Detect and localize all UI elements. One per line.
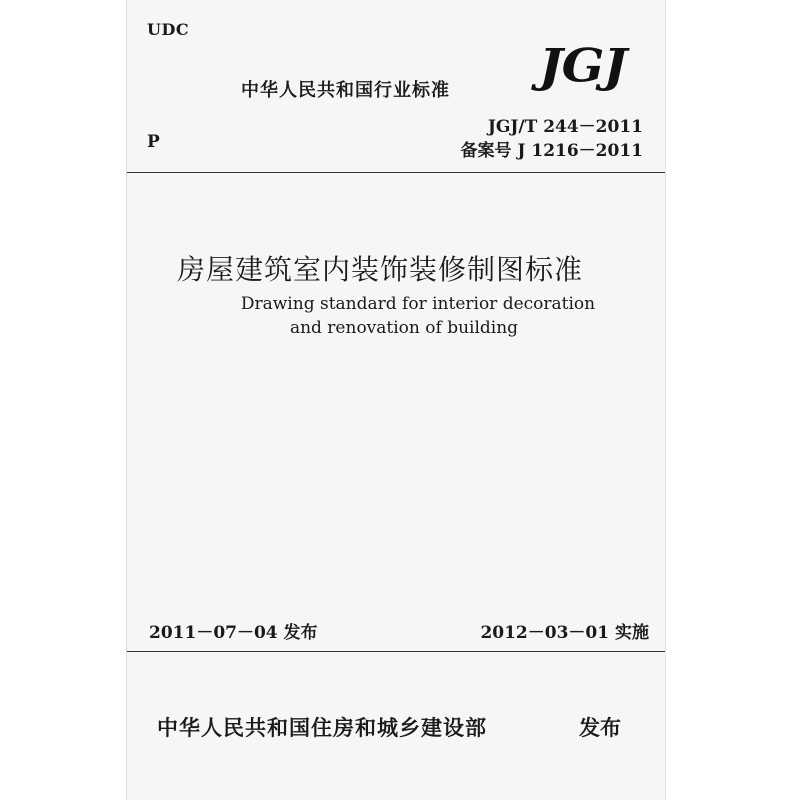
standard-number: JGJ/T 244－2011 — [487, 117, 643, 137]
udc-label: UDC — [147, 20, 190, 39]
category-code: P — [147, 132, 160, 152]
publish-label: 发布 — [579, 716, 621, 740]
document-cover — [126, 0, 666, 800]
jgj-logo: JGJ — [539, 38, 627, 93]
issue-date: 2011－07－04 发布 — [149, 623, 318, 643]
title-chinese: 房屋建筑室内装饰装修制图标准 — [177, 253, 584, 286]
bottom-divider — [127, 651, 665, 652]
title-english-line1: Drawing standard for interior decoration — [240, 294, 596, 314]
top-divider — [127, 172, 665, 173]
implementation-date: 2012－03－01 实施 — [480, 623, 649, 643]
title-english-line2: and renovation of building — [289, 318, 519, 338]
record-number: 备案号 J 1216－2011 — [460, 141, 643, 161]
industry-standard-heading: 中华人民共和国行业标准 — [241, 80, 450, 101]
publisher-name: 中华人民共和国住房和城乡建设部 — [157, 716, 487, 740]
